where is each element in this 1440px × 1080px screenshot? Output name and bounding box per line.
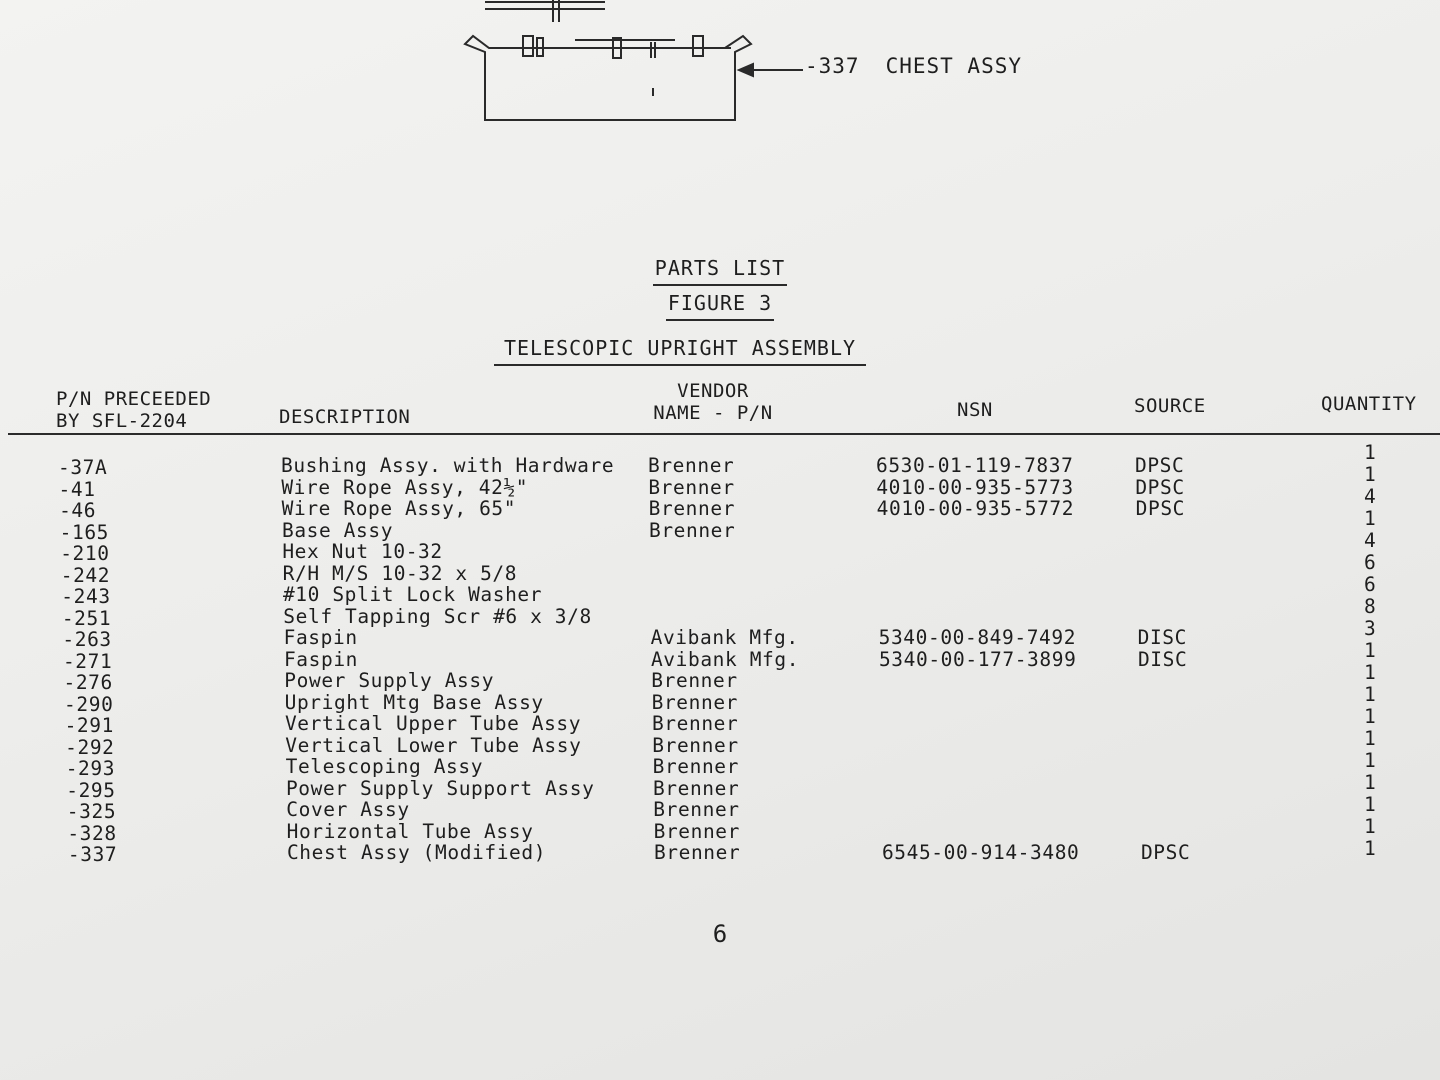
cell-pn: -291: [64, 714, 114, 737]
cell-pn: -165: [59, 520, 110, 544]
cell-vendor: Brenner: [653, 841, 741, 864]
cell-nsn: 5340-00-177-3899: [878, 647, 1077, 671]
column-header-source: SOURCE: [1134, 395, 1206, 417]
column-header-vendor: VENDOR NAME - P/N: [653, 380, 773, 424]
cell-source: DISC: [1137, 626, 1187, 649]
callout-label: CHEST ASSY: [885, 54, 1023, 78]
cell-source: DPSC: [1135, 497, 1186, 520]
cell-nsn: 6545-00-914-3480: [881, 841, 1080, 864]
cell-pn: -251: [61, 606, 112, 630]
cell-quantity: 4: [1364, 485, 1377, 508]
cell-vendor: Brenner: [651, 712, 739, 735]
cell-quantity: 1: [1364, 793, 1377, 816]
cell-quantity: 8: [1364, 595, 1377, 618]
cell-description: Wire Rope Assy, 42½": [281, 475, 529, 499]
cell-quantity: 1: [1364, 639, 1377, 662]
cell-vendor: Brenner: [651, 690, 739, 714]
cell-pn: -290: [64, 692, 114, 716]
cell-description: Faspin: [283, 647, 359, 671]
figure-title: FIGURE 3: [0, 291, 1440, 315]
cell-description: Cover Assy: [286, 798, 410, 821]
cell-vendor: Brenner: [648, 454, 735, 477]
cell-pn: -41: [58, 477, 96, 501]
cell-source: DPSC: [1140, 841, 1191, 864]
cell-pn: -271: [62, 649, 113, 673]
parts-list-title: PARTS LIST: [0, 256, 1440, 280]
cell-vendor: Brenner: [648, 497, 736, 520]
column-header-description: DESCRIPTION: [279, 406, 411, 428]
cell-quantity: 1: [1364, 705, 1377, 728]
cell-description: R/H M/S 10-32 x 5/8: [282, 561, 518, 585]
cell-quantity: 1: [1364, 749, 1377, 772]
cell-pn: -328: [67, 821, 117, 845]
cell-description: Hex Nut 10-32: [282, 540, 443, 563]
assembly-title: TELESCOPIC UPRIGHT ASSEMBLY: [0, 336, 1400, 360]
cell-description: Bushing Assy. with Hardware: [281, 454, 615, 477]
cell-nsn: 6530-01-119-7837: [876, 454, 1074, 477]
cell-nsn: 4010-00-935-5772: [876, 497, 1075, 520]
cell-pn: -243: [61, 585, 111, 608]
column-header-nsn: NSN: [957, 399, 993, 421]
cell-description: Power Supply Assy: [284, 669, 495, 692]
cell-quantity: 3: [1364, 617, 1377, 640]
cell-quantity: 6: [1364, 551, 1377, 574]
column-header-quantity: QUANTITY: [1321, 393, 1417, 415]
cell-description: Power Supply Support Assy: [285, 776, 595, 800]
cell-vendor: Brenner: [653, 819, 740, 843]
cell-vendor: Brenner: [651, 669, 738, 692]
cell-description: #10 Split Lock Washer: [282, 583, 543, 606]
cell-pn: -292: [65, 735, 115, 759]
cell-nsn: 4010-00-935-5773: [876, 475, 1074, 499]
cell-description: Wire Rope Assy, 65": [281, 497, 517, 520]
cell-pn: -293: [65, 757, 116, 780]
cell-description: Faspin: [283, 626, 358, 649]
cell-pn: -295: [66, 778, 116, 802]
cell-pn: -325: [66, 800, 117, 823]
cell-pn: -210: [60, 542, 110, 565]
cell-pn: -263: [62, 628, 112, 651]
cell-vendor: Brenner: [652, 755, 739, 778]
cell-description: Self Tapping Scr #6 x 3/8: [283, 604, 592, 628]
cell-quantity: 1: [1364, 771, 1377, 794]
cell-vendor: Brenner: [652, 776, 740, 800]
cell-source: DPSC: [1135, 454, 1185, 477]
cell-pn: -276: [63, 671, 113, 694]
cell-description: Vertical Upper Tube Assy: [284, 712, 582, 735]
cell-pn: -46: [59, 499, 97, 522]
cell-quantity: 1: [1364, 661, 1377, 684]
cell-description: Chest Assy (Modified): [286, 841, 547, 864]
cell-vendor: Brenner: [653, 798, 740, 821]
cell-quantity: 1: [1364, 815, 1377, 838]
chest-assy-callout: [805, 54, 1022, 78]
cell-quantity: 1: [1364, 683, 1377, 706]
cell-vendor: Brenner: [648, 518, 736, 542]
cell-description: Base Assy: [281, 518, 394, 542]
cell-source: DPSC: [1135, 475, 1185, 499]
cell-vendor: Brenner: [648, 475, 735, 499]
cell-quantity: 1: [1364, 441, 1377, 464]
page-number: 6: [712, 920, 728, 948]
column-header-pn: P/N PRECEEDED BY SFL-2204: [56, 388, 212, 432]
cell-quantity: 1: [1364, 463, 1377, 486]
cell-quantity: 4: [1364, 529, 1377, 552]
header-rule: [8, 433, 1440, 435]
callout-part-number: -337: [805, 54, 860, 78]
cell-vendor: Brenner: [652, 733, 739, 757]
cell-source: DISC: [1137, 647, 1188, 671]
chest-assembly-diagram: [455, 0, 815, 130]
cell-description: Upright Mtg Base Assy: [284, 690, 544, 714]
cell-description: Telescoping Assy: [285, 755, 484, 778]
cell-quantity: 1: [1364, 507, 1377, 530]
cell-quantity: 6: [1364, 573, 1377, 596]
cell-nsn: 5340-00-849-7492: [878, 626, 1077, 649]
cell-description: Vertical Lower Tube Assy: [285, 733, 582, 757]
cell-vendor: Avibank Mfg.: [650, 647, 800, 671]
cell-quantity: 1: [1364, 837, 1377, 860]
cell-pn: -242: [60, 563, 111, 587]
cell-pn: -37A: [58, 456, 108, 479]
cell-pn: -337: [67, 843, 118, 866]
cell-vendor: Avibank Mfg.: [650, 626, 799, 649]
cell-quantity: 1: [1364, 727, 1377, 750]
cell-description: Horizontal Tube Assy: [286, 819, 534, 843]
